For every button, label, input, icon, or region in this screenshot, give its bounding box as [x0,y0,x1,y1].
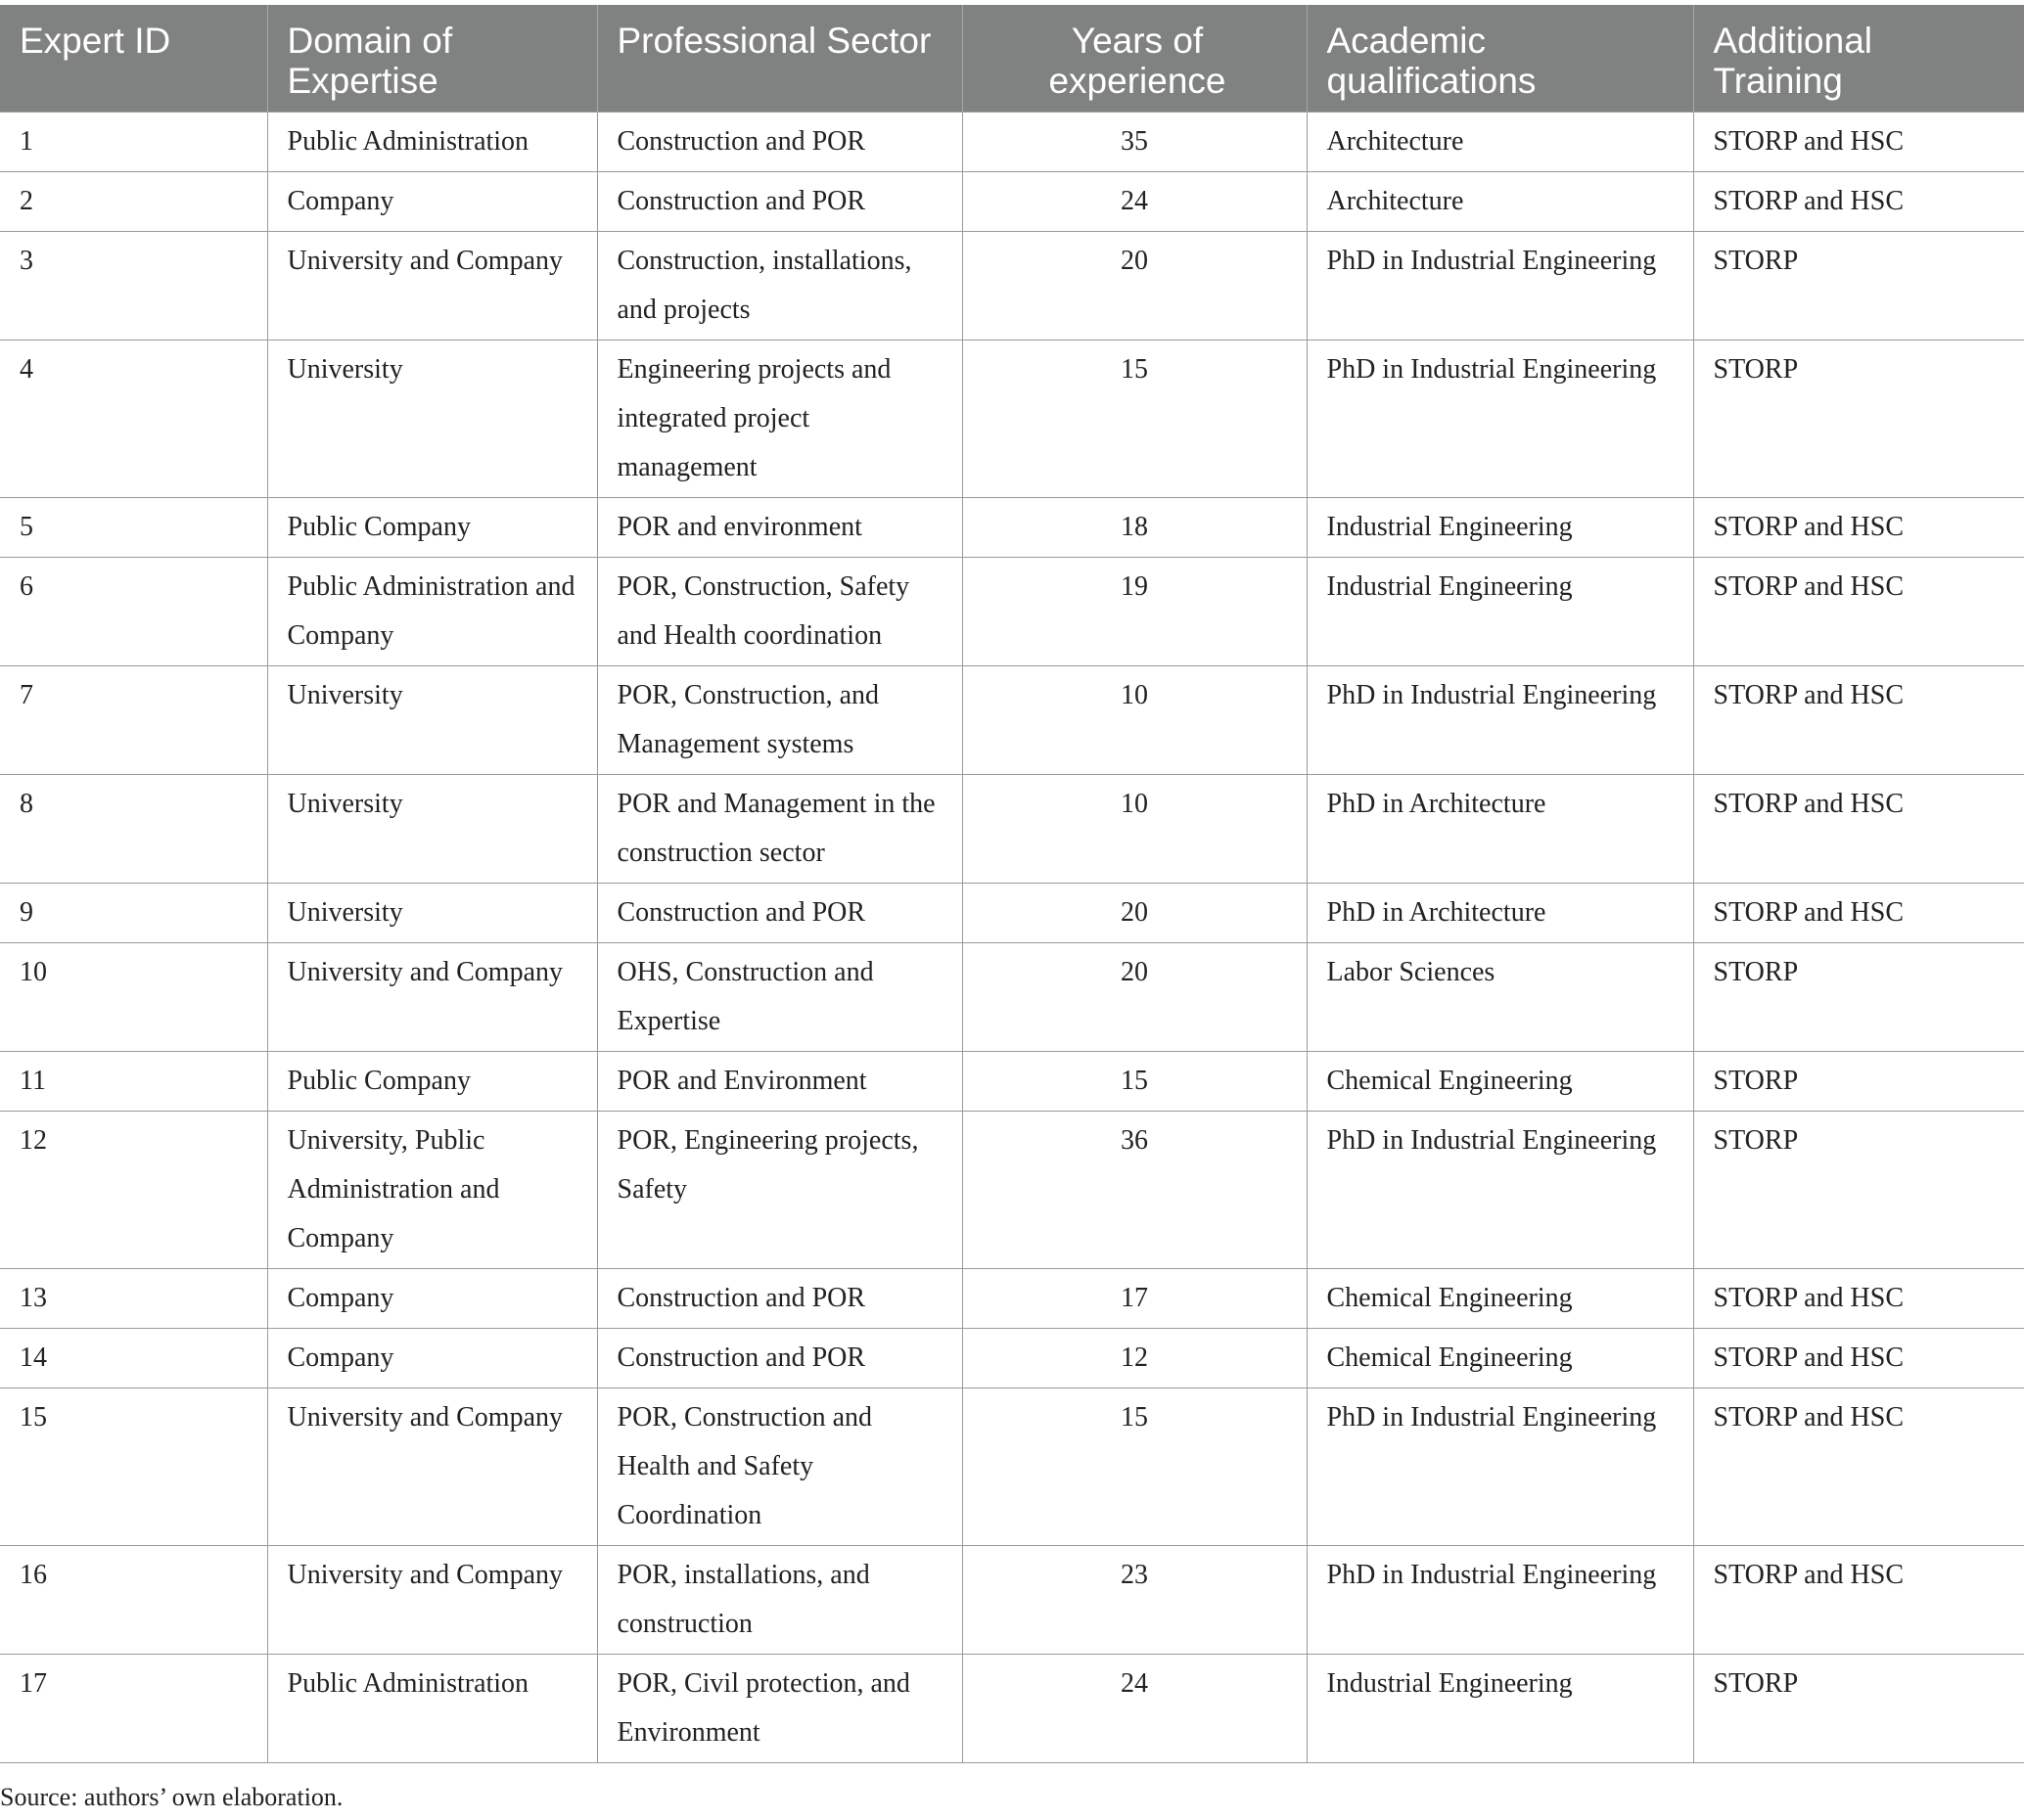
cell-domain: Public Company [267,498,597,558]
cell-expert-id: 16 [0,1546,267,1655]
cell-sector: Engineering projects and integrated project management [597,341,962,498]
cell-training: STORP and HSC [1693,666,2024,775]
cell-training: STORP and HSC [1693,113,2024,172]
cell-qualifications: Industrial Engineering [1307,1655,1693,1763]
cell-training: STORP [1693,1052,2024,1112]
cell-years: 17 [962,1269,1307,1329]
header-years: Years of experience [962,5,1307,113]
cell-expert-id: 10 [0,943,267,1052]
cell-domain: University and Company [267,232,597,341]
cell-domain: Public Administration and Company [267,558,597,666]
cell-domain: Public Administration [267,1655,597,1763]
cell-training: STORP and HSC [1693,498,2024,558]
cell-years: 20 [962,884,1307,943]
cell-domain: Public Administration [267,113,597,172]
cell-training: STORP and HSC [1693,1329,2024,1388]
table-row [0,1052,2024,1112]
cell-years: 15 [962,1388,1307,1546]
cell-domain: University and Company [267,943,597,1052]
cell-qualifications: Chemical Engineering [1307,1052,1693,1112]
cell-expert-id: 5 [0,498,267,558]
cell-qualifications: PhD in Industrial Engineering [1307,1112,1693,1269]
cell-sector: POR, Civil protection, and Environment [597,1655,962,1763]
cell-qualifications: PhD in Industrial Engineering [1307,1388,1693,1546]
cell-qualifications: Chemical Engineering [1307,1329,1693,1388]
cell-sector: POR, installations, and construction [597,1546,962,1655]
cell-qualifications: Chemical Engineering [1307,1269,1693,1329]
cell-sector: Construction and POR [597,1269,962,1329]
cell-training: STORP [1693,1112,2024,1269]
cell-sector: Construction and POR [597,172,962,232]
cell-expert-id: 14 [0,1329,267,1388]
expert-panel-table [0,5,2024,1763]
cell-expert-id: 17 [0,1655,267,1763]
cell-sector: POR, Construction, Safety and Health coordination [597,558,962,666]
cell-expert-id: 3 [0,232,267,341]
cell-qualifications: Industrial Engineering [1307,498,1693,558]
cell-qualifications: Architecture [1307,113,1693,172]
cell-years: 12 [962,1329,1307,1388]
table-row [0,341,2024,498]
cell-domain: University and Company [267,1388,597,1546]
cell-qualifications: Labor Sciences [1307,943,1693,1052]
expert-table-container [0,5,2024,1763]
source-note: Source: authors’ own elaboration. [0,1783,344,1811]
cell-sector: POR and environment [597,498,962,558]
header-domain: Domain of Expertise [267,5,597,113]
header-sector: Professional Sector [597,5,962,113]
cell-expert-id: 11 [0,1052,267,1112]
cell-years: 35 [962,113,1307,172]
cell-expert-id: 6 [0,558,267,666]
table-row [0,558,2024,666]
cell-years: 15 [962,1052,1307,1112]
cell-qualifications: PhD in Architecture [1307,775,1693,884]
table-row [0,232,2024,341]
table-row [0,1546,2024,1655]
cell-training: STORP [1693,1655,2024,1763]
cell-training: STORP and HSC [1693,558,2024,666]
cell-sector: POR, Construction, and Management systems [597,666,962,775]
cell-sector: Construction and POR [597,113,962,172]
cell-domain: University [267,884,597,943]
cell-qualifications: PhD in Industrial Engineering [1307,666,1693,775]
table-row [0,1112,2024,1269]
cell-training: STORP [1693,341,2024,498]
cell-years: 24 [962,172,1307,232]
cell-qualifications: PhD in Architecture [1307,884,1693,943]
cell-domain: Company [267,1329,597,1388]
header-training: Additional Training [1693,5,2024,113]
cell-qualifications: PhD in Industrial Engineering [1307,1546,1693,1655]
table-row [0,884,2024,943]
cell-expert-id: 4 [0,341,267,498]
header-qualifications: Academic qualifications [1307,5,1693,113]
cell-expert-id: 8 [0,775,267,884]
cell-training: STORP [1693,232,2024,341]
table-row [0,1388,2024,1546]
cell-years: 20 [962,232,1307,341]
cell-years: 20 [962,943,1307,1052]
table-row [0,1329,2024,1388]
cell-expert-id: 1 [0,113,267,172]
cell-years: 24 [962,1655,1307,1763]
cell-domain: Company [267,172,597,232]
cell-qualifications: Architecture [1307,172,1693,232]
cell-years: 36 [962,1112,1307,1269]
table-row [0,666,2024,775]
cell-domain: Public Company [267,1052,597,1112]
cell-sector: POR and Environment [597,1052,962,1112]
cell-years: 10 [962,666,1307,775]
cell-expert-id: 2 [0,172,267,232]
cell-training: STORP and HSC [1693,884,2024,943]
cell-domain: University, Public Administration and Company [267,1112,597,1269]
table-row [0,943,2024,1052]
cell-sector: Construction, installations, and projects [597,232,962,341]
cell-years: 15 [962,341,1307,498]
table-row [0,1269,2024,1329]
cell-expert-id: 7 [0,666,267,775]
cell-expert-id: 15 [0,1388,267,1546]
cell-training: STORP and HSC [1693,1388,2024,1546]
header-expert-id: Expert ID [0,5,267,113]
table-row [0,775,2024,884]
cell-sector: Construction and POR [597,1329,962,1388]
table-row [0,1655,2024,1763]
cell-training: STORP and HSC [1693,172,2024,232]
table-header [0,5,2024,113]
cell-expert-id: 9 [0,884,267,943]
cell-training: STORP and HSC [1693,775,2024,884]
cell-domain: University and Company [267,1546,597,1655]
table-row [0,498,2024,558]
cell-qualifications: PhD in Industrial Engineering [1307,341,1693,498]
cell-domain: University [267,666,597,775]
cell-sector: POR, Engineering projects, Safety [597,1112,962,1269]
cell-years: 23 [962,1546,1307,1655]
cell-sector: Construction and POR [597,884,962,943]
cell-sector: OHS, Construction and Expertise [597,943,962,1052]
table-body [0,113,2024,1763]
table-row [0,172,2024,232]
cell-expert-id: 12 [0,1112,267,1269]
cell-expert-id: 13 [0,1269,267,1329]
cell-training: STORP and HSC [1693,1269,2024,1329]
cell-qualifications: PhD in Industrial Engineering [1307,232,1693,341]
table-row [0,113,2024,172]
cell-domain: University [267,341,597,498]
cell-sector: POR and Management in the construction sector [597,775,962,884]
cell-domain: Company [267,1269,597,1329]
cell-sector: POR, Construction and Health and Safety Coordination [597,1388,962,1546]
cell-qualifications: Industrial Engineering [1307,558,1693,666]
cell-domain: University [267,775,597,884]
cell-years: 19 [962,558,1307,666]
cell-years: 18 [962,498,1307,558]
header-row [0,5,2024,113]
cell-training: STORP [1693,943,2024,1052]
cell-years: 10 [962,775,1307,884]
cell-training: STORP and HSC [1693,1546,2024,1655]
